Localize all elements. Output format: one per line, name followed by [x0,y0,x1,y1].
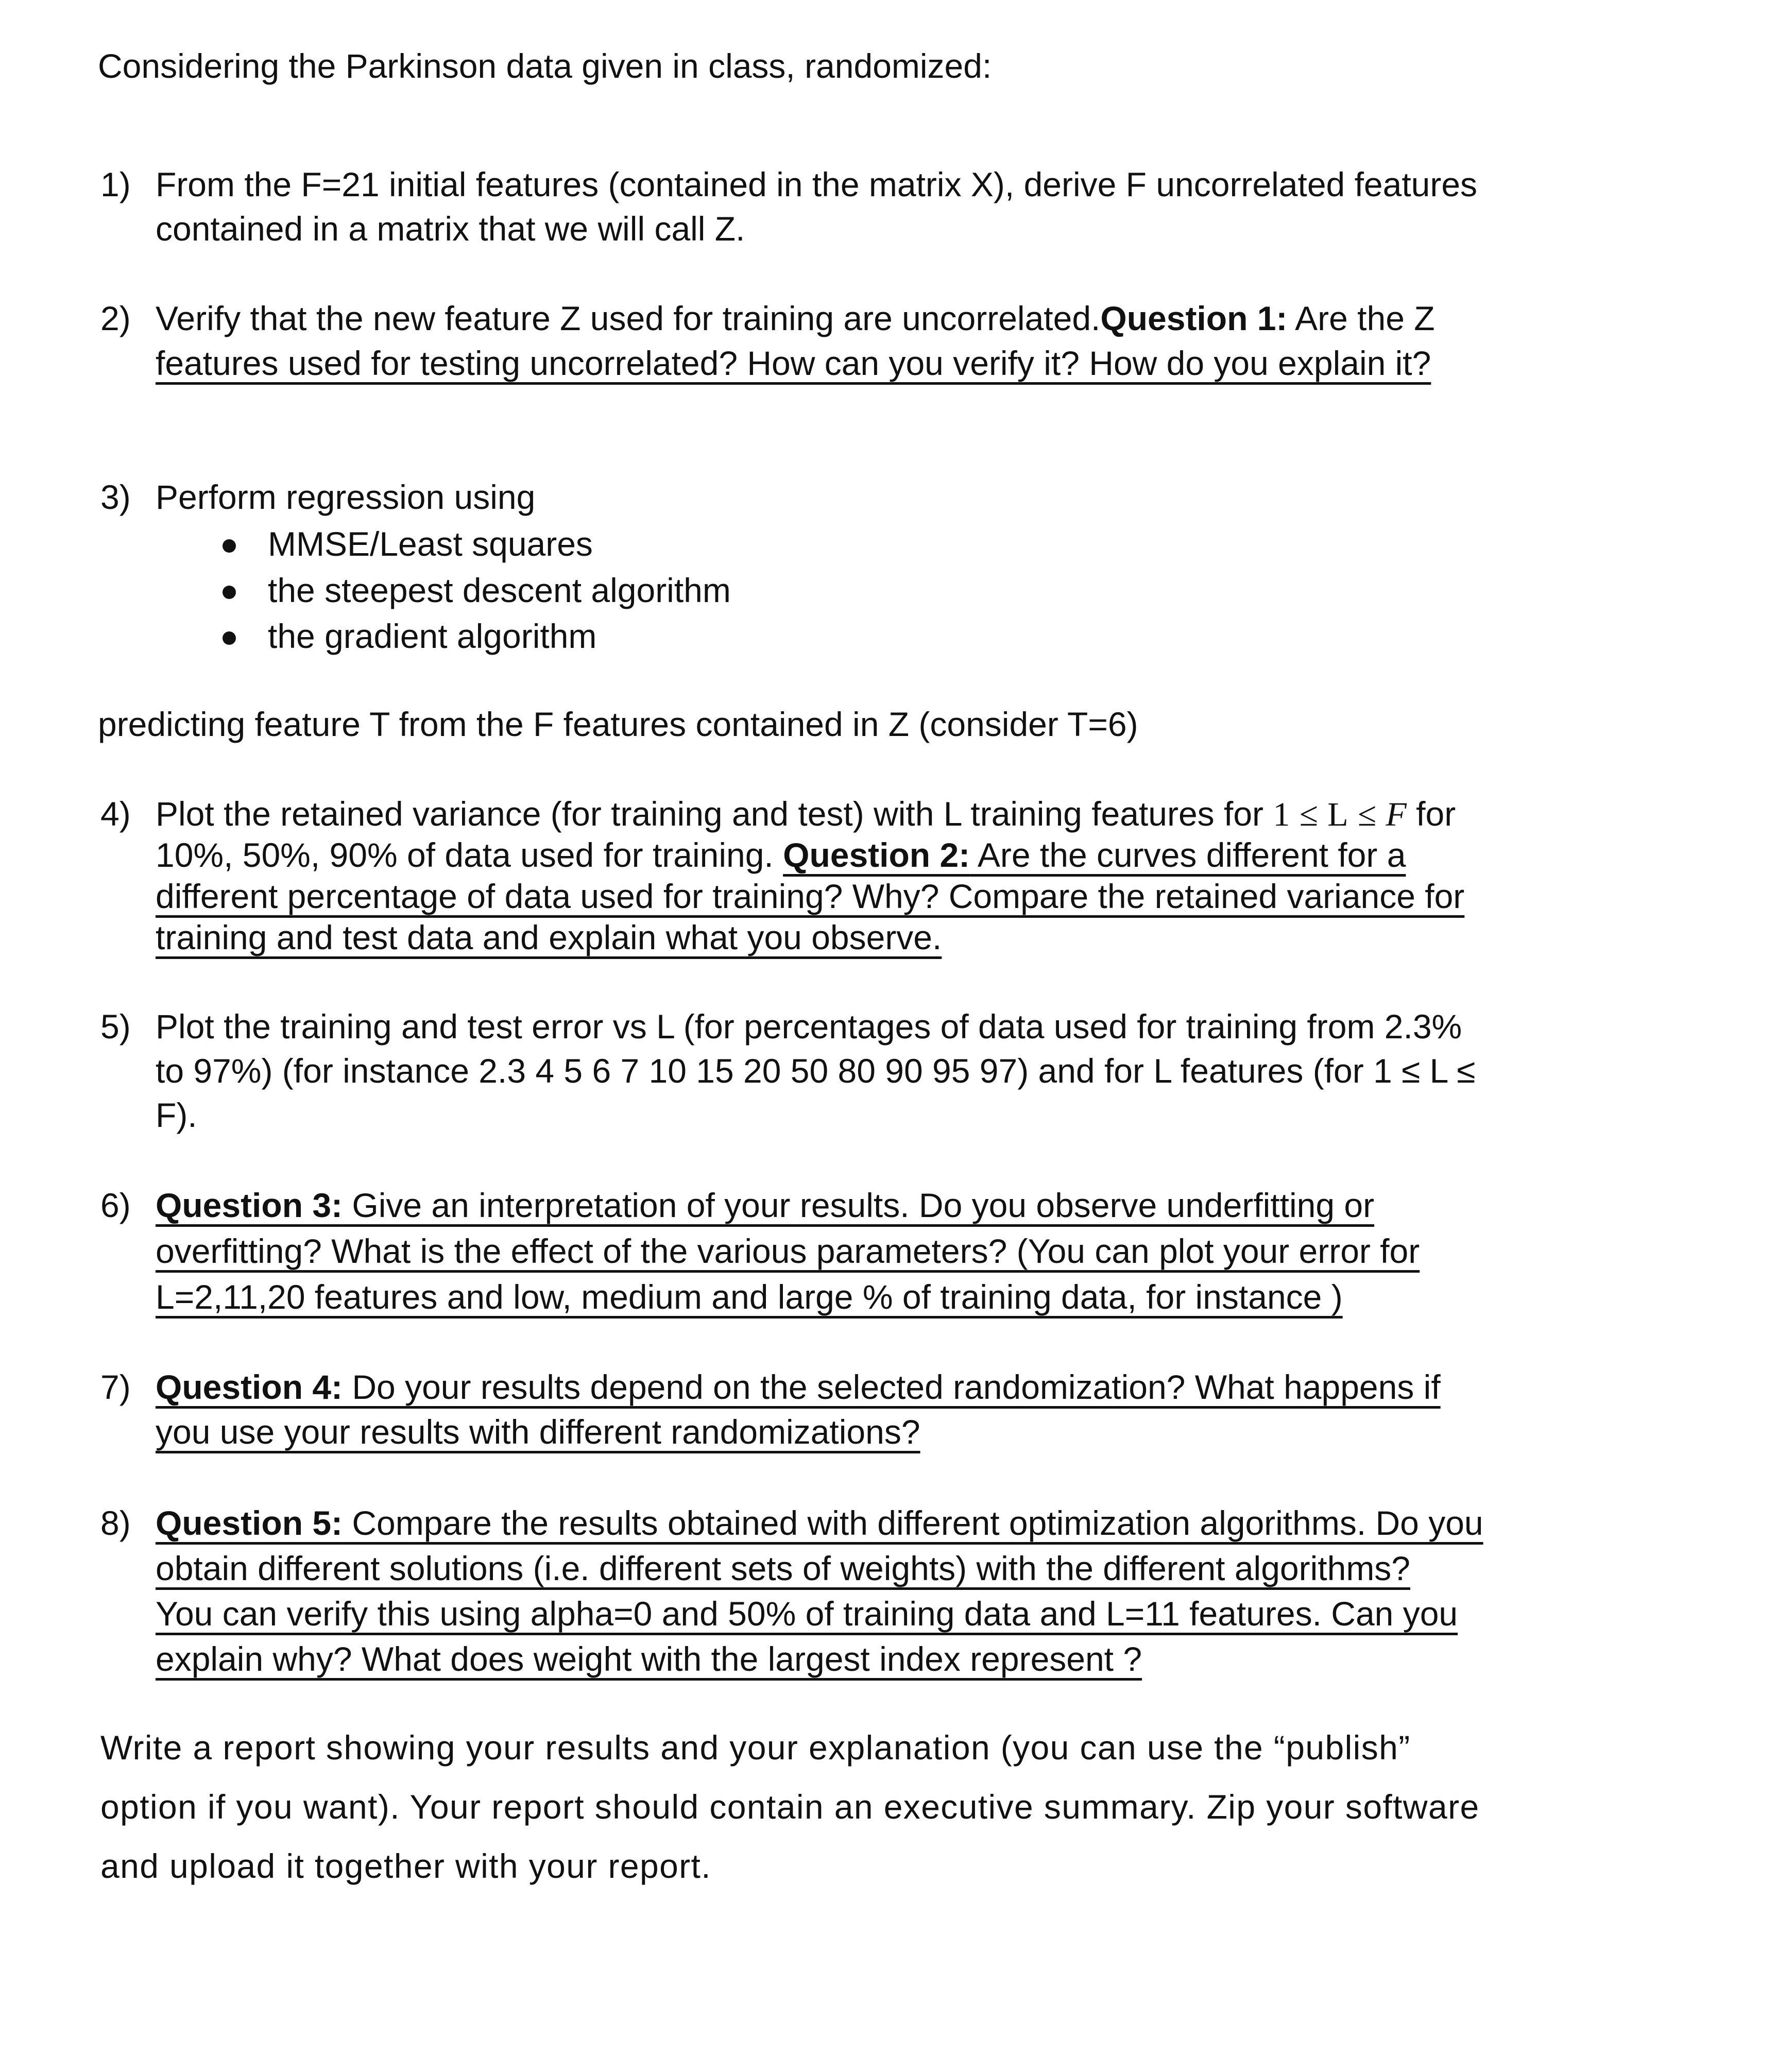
report-line-3: and upload it together with your report. [100,1847,712,1885]
predicting-text: predicting feature T from the F features contained in Z (consider T=6) [98,705,1138,743]
item-5-line-1: Plot the training and test error vs L (for percentages of data used for training from 2.3% [156,1007,1462,1046]
item-4-line-1 [156,797,1456,832]
question-2-text: Are the curves different for a [970,836,1406,874]
item-4-text: Plot the retained variance (for training and test) with L training features for [156,795,1273,833]
bullet-gradient: the gradient algorithm [268,617,597,655]
item-6-line-1 [156,1188,1374,1222]
item-5-number: 5) [100,1007,131,1046]
item-8-line-4: explain why? What does weight with the largest index represent ? [156,1640,1142,1678]
report-line-2: option if you want). Your report should contain an executive summary. Zip your software [100,1788,1480,1826]
item-4-line-4: training and test data and explain what you observe. [156,918,942,956]
item-7-line-2: you use your results with different randomizations? [156,1413,920,1451]
math-F: F [1386,796,1407,833]
item-2-number: 2) [100,299,131,337]
item-6-number: 6) [100,1186,131,1224]
question-1-text: Are the Z [1287,299,1435,337]
item-3-number: 3) [100,478,131,516]
item-1-number: 1) [100,165,131,203]
bullet-steepest-descent: the steepest descent algorithm [268,571,731,609]
bullet-mmse: MMSE/Least squares [268,525,593,563]
question-5-label: Question 5: [156,1504,343,1542]
item-1-line-1: From the F=21 initial features (contained in the matrix X), derive F uncorrelated features [156,165,1478,203]
item-8-number: 8) [100,1504,131,1542]
item-7-number: 7) [100,1368,131,1406]
question-5-text: Compare the results obtained with different optimization algorithms. Do you [343,1504,1483,1542]
question-3-text: Give an interpretation of your results. Do you observe underfitting or [343,1186,1375,1224]
question-3-label: Question 3: [156,1186,343,1224]
item-8-line-3: You can verify this using alpha=0 and 50% of training data and L=11 features. Can you [156,1595,1458,1633]
question-4-label: Question 4: [156,1368,343,1406]
item-6-line-2: overfitting? What is the effect of the various parameters? (You can plot your error for [156,1232,1420,1270]
math-L: L [1327,796,1348,833]
item-2-line-1 [156,301,1435,335]
question-4-text: Do your results depend on the selected randomization? What happens if [343,1368,1441,1406]
bullet-dot [223,539,236,553]
item-3-line-1: Perform regression using [156,478,536,516]
item-8-line-1 [156,1506,1483,1540]
intro-text: Considering the Parkinson data given in class, randomized: [98,47,992,85]
item-2-text: Verify that the new feature Z used for training are uncorrelated. [156,299,1101,337]
report-line-1: Write a report showing your results and your explanation (you can use the “publish” [100,1728,1411,1767]
item-8-line-2: obtain different solutions (i.e. different sets of weights) with the different algorithms? [156,1549,1411,1587]
item-7-line-1 [156,1370,1441,1404]
math-leq: ≤ [1299,796,1318,833]
item-6-line-3: L=2,11,20 features and low, medium and large % of training data, for instance ) [156,1278,1343,1316]
item-5-line-3: F). [156,1096,197,1134]
question-1-label: Question 1: [1100,299,1288,337]
item-4-line-2 [156,838,1406,872]
question-2-label: Question 2: [783,836,970,874]
math-leq: ≤ [1357,796,1377,833]
item-1-line-2: contained in a matrix that we will call Z. [156,210,745,248]
item-5-line-2: to 97%) (for instance 2.3 4 5 6 7 10 15 20 50 80 90 95 97) and for L features (for 1 ≤ L ≤ [156,1052,1476,1090]
item-2-line-2: features used for testing uncorrelated? How can you verify it? How do you explain it? [156,344,1431,382]
item-4-text-end: for [1406,795,1456,833]
item-4-number: 4) [100,795,131,833]
bullet-dot [223,586,236,599]
item-4-line-3: different percentage of data used for training? Why? Compare the retained variance for [156,877,1465,915]
math-one: 1 [1273,796,1290,833]
bullet-dot [223,631,236,645]
item-4-text-2: 10%, 50%, 90% of data used for training. [156,836,783,874]
